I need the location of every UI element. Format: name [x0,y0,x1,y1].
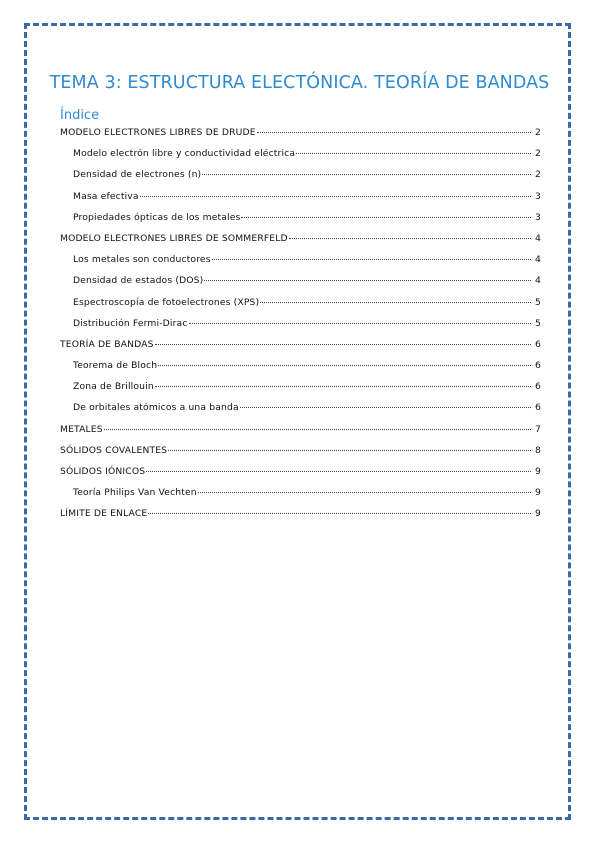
toc-entry[interactable] [60,402,541,423]
toc-entry-page-number: 6 [535,338,541,350]
toc-dot-leader [158,365,531,366]
toc-entry-page-number: 2 [535,148,541,160]
toc-entry[interactable] [60,466,541,487]
toc-entry-label: LÍMITE DE ENLACE [60,508,148,520]
toc-entry-page-number: 2 [535,169,541,181]
toc-entry[interactable] [60,191,541,212]
toc-entry-label: METALES [60,423,103,435]
toc-entry[interactable] [60,275,541,296]
toc-dot-leader [257,132,531,133]
toc-entry-label: Espectroscopía de fotoelectrones (XPS) [73,296,260,308]
toc-dot-leader [168,450,531,451]
toc-dot-leader [148,513,531,514]
toc-entry-page-number: 6 [535,381,541,393]
toc-entry-page-number: 6 [535,360,541,372]
toc-entry-label: Densidad de electrones (n) [73,169,202,181]
toc-entry-page-number: 4 [535,232,541,244]
toc-entry[interactable] [60,445,541,466]
toc-dot-leader [155,344,531,345]
toc-entry-page-number: 9 [535,508,541,520]
toc-entry[interactable] [60,339,541,360]
toc-entry-page-number: 3 [535,211,541,223]
toc-entry-page-number: 4 [535,275,541,287]
toc-entry-label: Distribución Fermi-Dirac [73,317,188,329]
toc-entry-label: Teoría Philips Van Vechten [73,487,197,499]
toc-dot-leader [212,259,531,260]
toc-entry-page-number: 9 [535,466,541,477]
toc-entry-page-number: 7 [535,423,541,435]
toc-entry-page-number: 5 [535,317,541,329]
toc-entry-label: Zona de Brillouin [73,381,154,393]
toc-dot-leader [296,153,531,154]
toc-entry-label: Los metales son conductores [73,254,211,266]
toc-heading: Índice [60,108,100,123]
toc-entry-page-number: 8 [535,444,541,456]
toc-entry-page-number: 5 [535,296,541,308]
toc-entry-page-number: 2 [535,127,541,138]
toc-entry-label: Masa efectiva [73,190,139,202]
toc-entry[interactable] [60,487,541,508]
toc-entry[interactable] [60,360,541,381]
toc-entry-page-number: 3 [535,190,541,202]
toc-entry-label: De orbitales atómicos a una banda [73,402,239,414]
toc-dot-leader [140,196,531,197]
toc-entry[interactable] [60,148,541,169]
toc-entry-label: MODELO ELECTRONES LIBRES DE SOMMERFELD [60,232,288,244]
toc-entry-label: Densidad de estados (DOS) [73,275,204,287]
toc-dot-leader [189,323,531,324]
toc-entry-label: Teorema de Bloch [73,360,158,372]
toc-entry-page-number: 4 [535,254,541,266]
document-title: TEMA 3: ESTRUCTURA ELECTÓNICA. TEORÍA DE BANDAS [49,73,550,93]
toc-dot-leader [289,238,531,239]
toc-dot-leader [202,174,531,175]
toc-entry[interactable] [60,254,541,275]
toc-dot-leader [198,492,531,493]
toc-entry-label: MODELO ELECTRONES LIBRES DE DRUDE [60,127,256,138]
toc-entry-label: Propiedades ópticas de los metales [73,211,241,223]
toc-dot-leader [241,217,531,218]
toc-entry-page-number: 6 [535,402,541,414]
toc-entry[interactable] [60,318,541,339]
toc-entry-label: TEORÍA DE BANDAS [60,338,154,350]
toc-entry[interactable] [60,169,541,190]
toc-entry[interactable] [60,127,541,148]
toc-dot-leader [260,302,531,303]
toc-dot-leader [146,471,531,472]
toc-dot-leader [204,280,531,281]
toc-entry[interactable] [60,508,541,529]
toc-entry[interactable] [60,297,541,318]
table-of-contents [60,127,541,530]
toc-dot-leader [240,407,531,408]
toc-entry-label: SÓLIDOS COVALENTES [60,444,168,456]
toc-entry[interactable] [60,212,541,233]
toc-entry[interactable] [60,233,541,254]
toc-entry-page-number: 9 [535,487,541,499]
toc-entry-label: Modelo electrón libre y conductividad eléctrica [73,148,296,160]
toc-dot-leader [104,429,531,430]
toc-entry[interactable] [60,424,541,445]
toc-entry[interactable] [60,381,541,402]
toc-dot-leader [155,386,531,387]
toc-entry-label: SÓLIDOS IÓNICOS [60,466,146,477]
